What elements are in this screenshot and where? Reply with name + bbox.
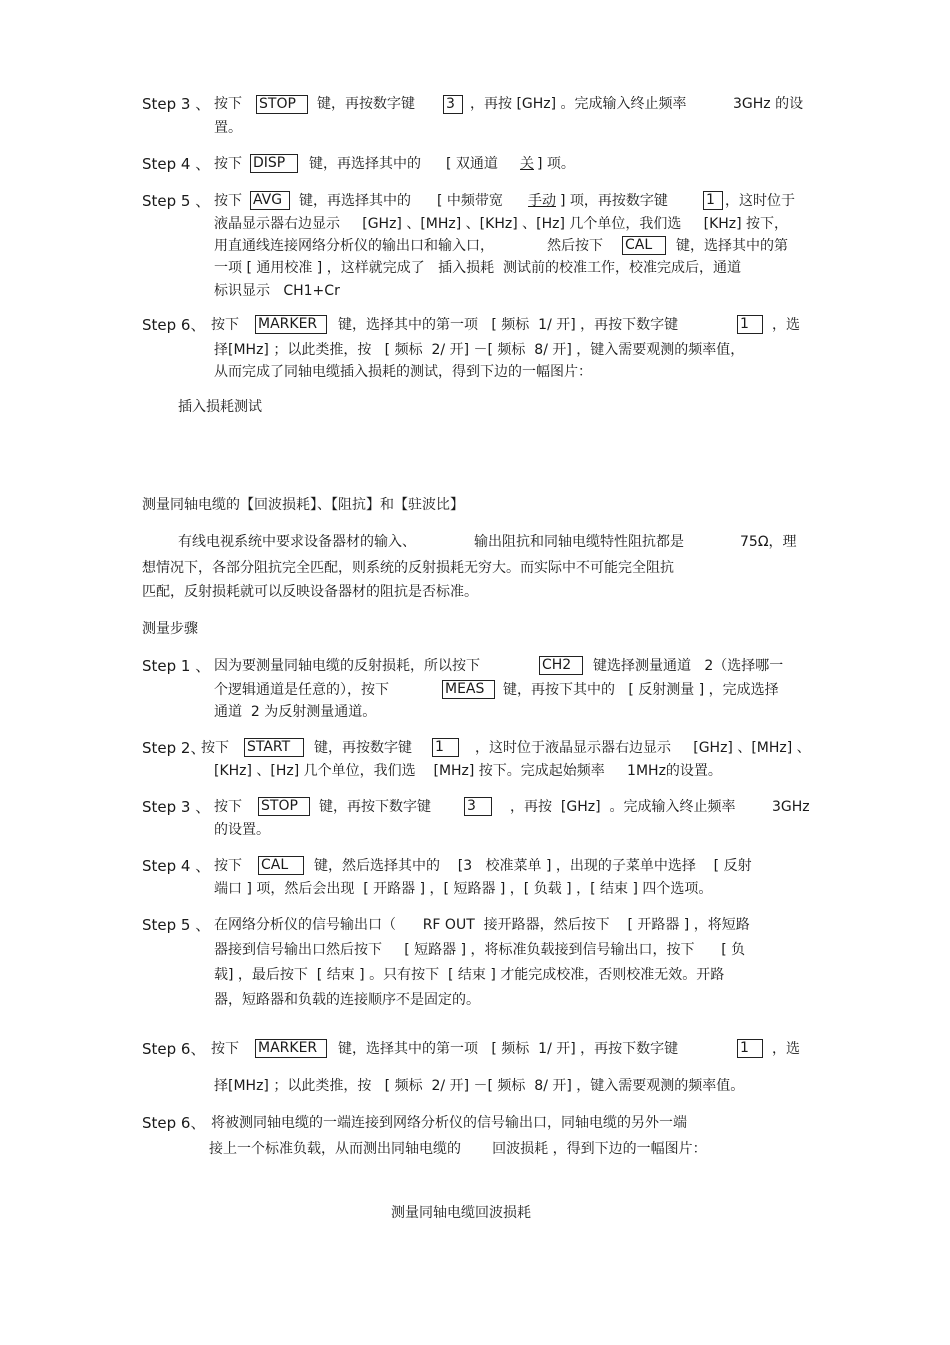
step-text: 从而完成了同轴电缆插入损耗的测试，得到下边的一幅图片： — [214, 364, 592, 380]
step-text: 按下 — [211, 317, 239, 333]
step-label: Step 6、 — [142, 1114, 206, 1132]
step-text: 将被测同轴电缆的一端连接到网络分析仪的信号输出口，同轴电缆的另外一端 — [211, 1115, 687, 1131]
disp-key: DISP — [250, 154, 298, 173]
step-label: Step 4 、 — [142, 857, 211, 875]
step-text: 按下 — [201, 740, 229, 756]
step-text: 器，短路器和负载的连接顺序不是固定的。 — [214, 992, 480, 1008]
step-text: 3GHz — [772, 799, 810, 815]
step-text: 择[MHz] ；以此类推，按 [ 频标 2/ 开] －[ 频标 8/ 开] ，键入需要观测的频率值。 — [214, 1078, 745, 1094]
step-text: 载] ，最后按下 [ 结束 ] 。只有按下 [ 结束 ] 才能完成校准，否则校准无效。开路 — [214, 967, 725, 983]
step-text: 端口 ] 项，然后会出现 [ 开路器 ] ，[ 短路器 ] ，[ 负载 ] ，[ 结束 ] 四个选项。 — [214, 881, 713, 897]
step-text: 器接到信号输出口然后按下 [ 短路器 ] ，将标准负载接到信号输出口，按下 [ 负 — [214, 942, 746, 958]
step-text: 键，选择其中的第一项 [ 频标 1/ 开] ，再按下数字键 — [338, 317, 679, 333]
step-text: 键，再按数字键 — [317, 96, 415, 112]
ch2-key: CH2 — [539, 656, 583, 675]
step-text: 用直通线连接网络分析仪的输出口和输入口， — [214, 238, 494, 254]
digit-key: 1 — [432, 738, 459, 757]
step-text: ] 项。 — [537, 156, 575, 172]
step-text: 键，选择其中的第 — [676, 238, 788, 254]
step-text: 键，再按下数字键 — [319, 799, 431, 815]
digit-key: 1 — [737, 1039, 763, 1058]
marker-key: MARKER — [255, 1039, 327, 1058]
step-text: [ 双通道 — [446, 156, 498, 172]
digit-key: 3 — [464, 797, 492, 816]
step-text: ，这时位于 — [725, 193, 795, 209]
step-text: 键，再选择其中的 — [299, 193, 411, 209]
step-text: 一项 [ 通用校准 ] ，这样就完成了 插入损耗 测试前的校准工作，校准完成后，通道 — [214, 260, 741, 276]
digit-key: 1 — [737, 315, 763, 334]
step-text: 按下 — [214, 799, 242, 815]
stop-key: STOP — [256, 95, 308, 114]
para-text: 输出阻抗和同轴电缆特性阻抗都是 — [474, 534, 684, 550]
step-text: 通道 2 为反射测量通道。 — [214, 704, 377, 720]
step-label: Step 5 、 — [142, 916, 211, 934]
para-text: 想情况下，各部分阻抗完全匹配，则系统的反射损耗无穷大。而实际中不可能完全阻抗 — [142, 560, 674, 576]
step-text: 接上一个标准负载，从而测出同轴电缆的 回波损耗 ，得到下边的一幅图片： — [209, 1141, 707, 1157]
step-text: 键，再按数字键 — [314, 740, 412, 756]
step-text: 按下 — [214, 96, 242, 112]
step-text: 个逻辑通道是任意的），按下 — [214, 682, 389, 698]
stop-key: STOP — [258, 797, 310, 816]
step-text: 标识显示 CH1+Cr — [214, 283, 340, 299]
step-text: 择[MHz] ；以此类推，按 [ 频标 2/ 开] －[ 频标 8/ 开] ，键入需要观测的频率值， — [214, 342, 745, 358]
step-text: 因为要测量同轴电缆的反射损耗，所以按下 — [214, 658, 480, 674]
step-label: Step 2、 — [142, 739, 206, 757]
digit-key: 1 — [703, 191, 723, 210]
digit-key: 3 — [443, 95, 463, 114]
step-text: [ 中频带宽 — [437, 193, 503, 209]
step-text: ，这时位于液晶显示器右边显示 [GHz] 、[MHz] 、 — [475, 740, 811, 756]
section-title: 测量同轴电缆的【回波损耗】、【阻抗】和【驻波比】 — [142, 497, 464, 513]
cal-key: CAL — [622, 236, 666, 255]
step-text: 置。 — [214, 120, 242, 136]
step-text: 关 — [520, 156, 534, 172]
step-text: 键选择测量通道 2（选择哪一 — [593, 658, 784, 674]
step-text: ] 项，再按数字键 — [560, 193, 668, 209]
step-label: Step 6、 — [142, 1040, 206, 1058]
step-text: 键，选择其中的第一项 [ 频标 1/ 开] ，再按下数字键 — [338, 1041, 679, 1057]
step-text: ，再按 [GHz] 。完成输入终止频率 — [470, 96, 687, 112]
step-text: 液晶显示器右边显示 [GHz] 、[MHz] 、[KHz] 、[Hz] 几个单位，我们选 [KHz] 按下， — [214, 216, 789, 232]
step-text: ，选 — [772, 317, 800, 333]
marker-key: MARKER — [255, 315, 327, 334]
step-text: 键，再选择其中的 — [309, 156, 421, 172]
steps-heading: 测量步骤 — [142, 621, 198, 637]
avg-key: AVG — [250, 191, 290, 210]
step-text: ，再按 [GHz] 。完成输入终止频率 — [510, 799, 736, 815]
step-text: 的设置。 — [214, 822, 270, 838]
step-label: Step 3 、 — [142, 95, 211, 113]
para-text: 匹配，反射损耗就可以反映设备器材的阻抗是否标准。 — [142, 584, 478, 600]
step-text: 键，再按下其中的 [ 反射测量 ] ，完成选择 — [503, 682, 779, 698]
step-text: 3GHz 的设 — [733, 96, 804, 112]
step-label: Step 1 、 — [142, 657, 211, 675]
step-text: 按下 — [214, 858, 242, 874]
meas-key: MEAS — [442, 680, 495, 699]
step-text: 在网络分析仪的信号输出口（ RF OUT 接开路器，然后按下 [ 开路器 ] ，将短路 — [214, 917, 750, 933]
figure-caption: 测量同轴电缆回波损耗 — [391, 1205, 531, 1221]
step-text: [KHz] 、[Hz] 几个单位，我们选 [MHz] 按下。完成起始频率 1MHz的设置。 — [214, 763, 722, 779]
step-text: 键，然后选择其中的 [3 校准菜单 ] ，出现的子菜单中选择 [ 反射 — [314, 858, 752, 874]
figure-caption: 插入损耗测试 — [178, 399, 262, 415]
step-text: 手动 — [528, 193, 556, 209]
cal-key: CAL — [258, 856, 304, 875]
step-text: 然后按下 — [547, 238, 603, 254]
para-text: 75Ω，理 — [740, 534, 797, 550]
step-text: 按下 — [214, 156, 242, 172]
start-key: START — [244, 738, 304, 757]
step-label: Step 4 、 — [142, 155, 211, 173]
step-label: Step 5 、 — [142, 192, 211, 210]
step-text: 按下 — [211, 1041, 239, 1057]
para-text: 有线电视系统中要求设备器材的输入、 — [178, 534, 416, 550]
step-text: ，选 — [772, 1041, 800, 1057]
step-label: Step 6、 — [142, 316, 206, 334]
step-text: 按下 — [214, 193, 242, 209]
step-label: Step 3 、 — [142, 798, 211, 816]
